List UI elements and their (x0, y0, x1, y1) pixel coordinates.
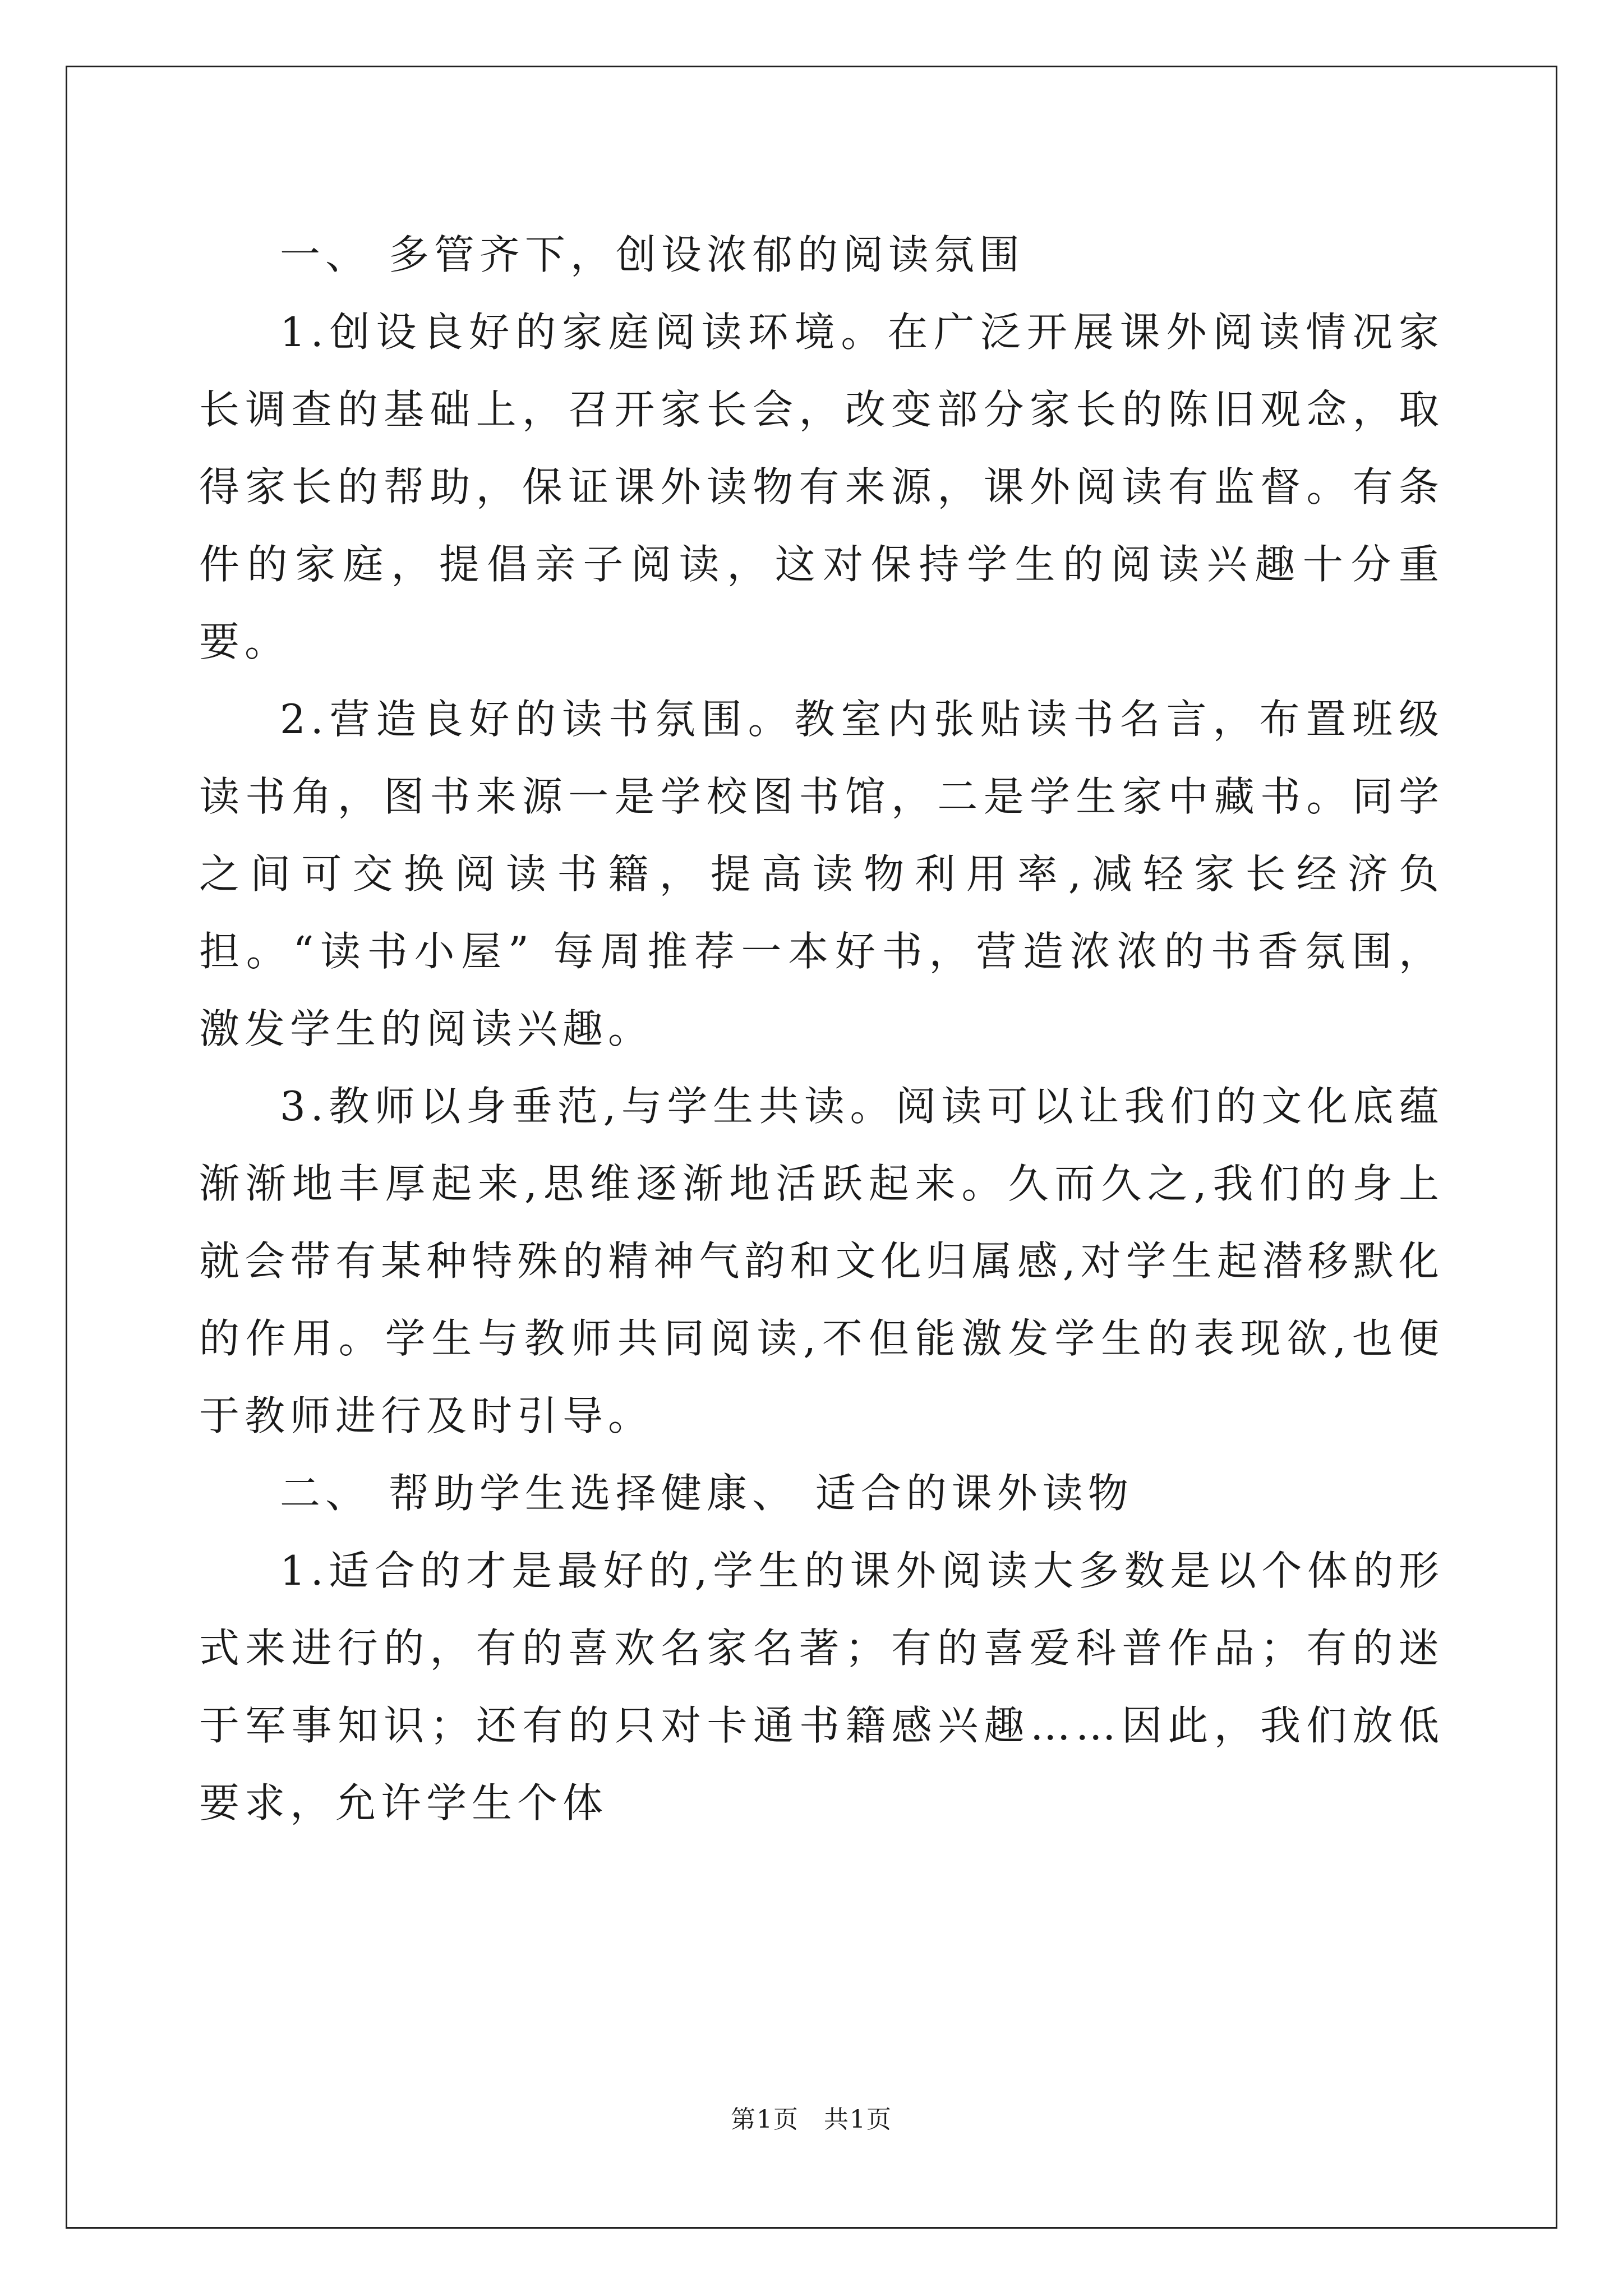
paragraph-3: 3.教师以身垂范,与学生共读。阅读可以让我们的文化底蕴渐渐地丰厚起来,思维逐渐地活跃起来。久而久之,我们的身上就会带有某种特殊的精神气韵和文化归属感,对学生起潜移默化的作用。学生与教师共同阅读,不但能激发学生的表现欲,也便于教师进行及时引导。 (199, 1083, 1444, 1439)
page-footer (0, 2099, 1623, 2135)
paragraph-4: 1.适合的才是最好的,学生的课外阅读大多数是以个体的形式来进行的，有的喜欢名家名著；有的喜爱科普作品；有的迷于军事知识；还有的只对卡通书籍感兴趣……因此，我们放低要求，允许学生个体 (199, 1547, 1444, 1826)
section-heading-2: 二、 帮助学生选择健康、 适合的课外读物 (280, 1470, 1133, 1517)
paragraph-2: 2.营造良好的读书氛围。教室内张贴读书名言，布置班级读书角，图书来源一是学校图书馆，二是学生家中藏书。同学之间可交换阅读书籍，提高读物利用率,减轻家长经济负担。“读书小屋” 每周推荐一本好书，营造浓浓的书香氛围，激发学生的阅读兴趣。 (199, 696, 1444, 1052)
page-total: 共1页 (824, 2105, 892, 2134)
page-number: 第1页 (731, 2105, 799, 2134)
section-heading-1: 一、 多管齐下，创设浓郁的阅读氛围 (280, 231, 1025, 278)
paragraph-1: 1.创设良好的家庭阅读环境。在广泛开展课外阅读情况家长调查的基础上，召开家长会，改变部分家长的陈旧观念，取得家长的帮助，保证课外读物有来源，课外阅读有监督。有条件的家庭，提倡亲子阅读，这对保持学生的阅读兴趣十分重要。 (199, 309, 1444, 665)
document-body (199, 216, 1444, 1842)
